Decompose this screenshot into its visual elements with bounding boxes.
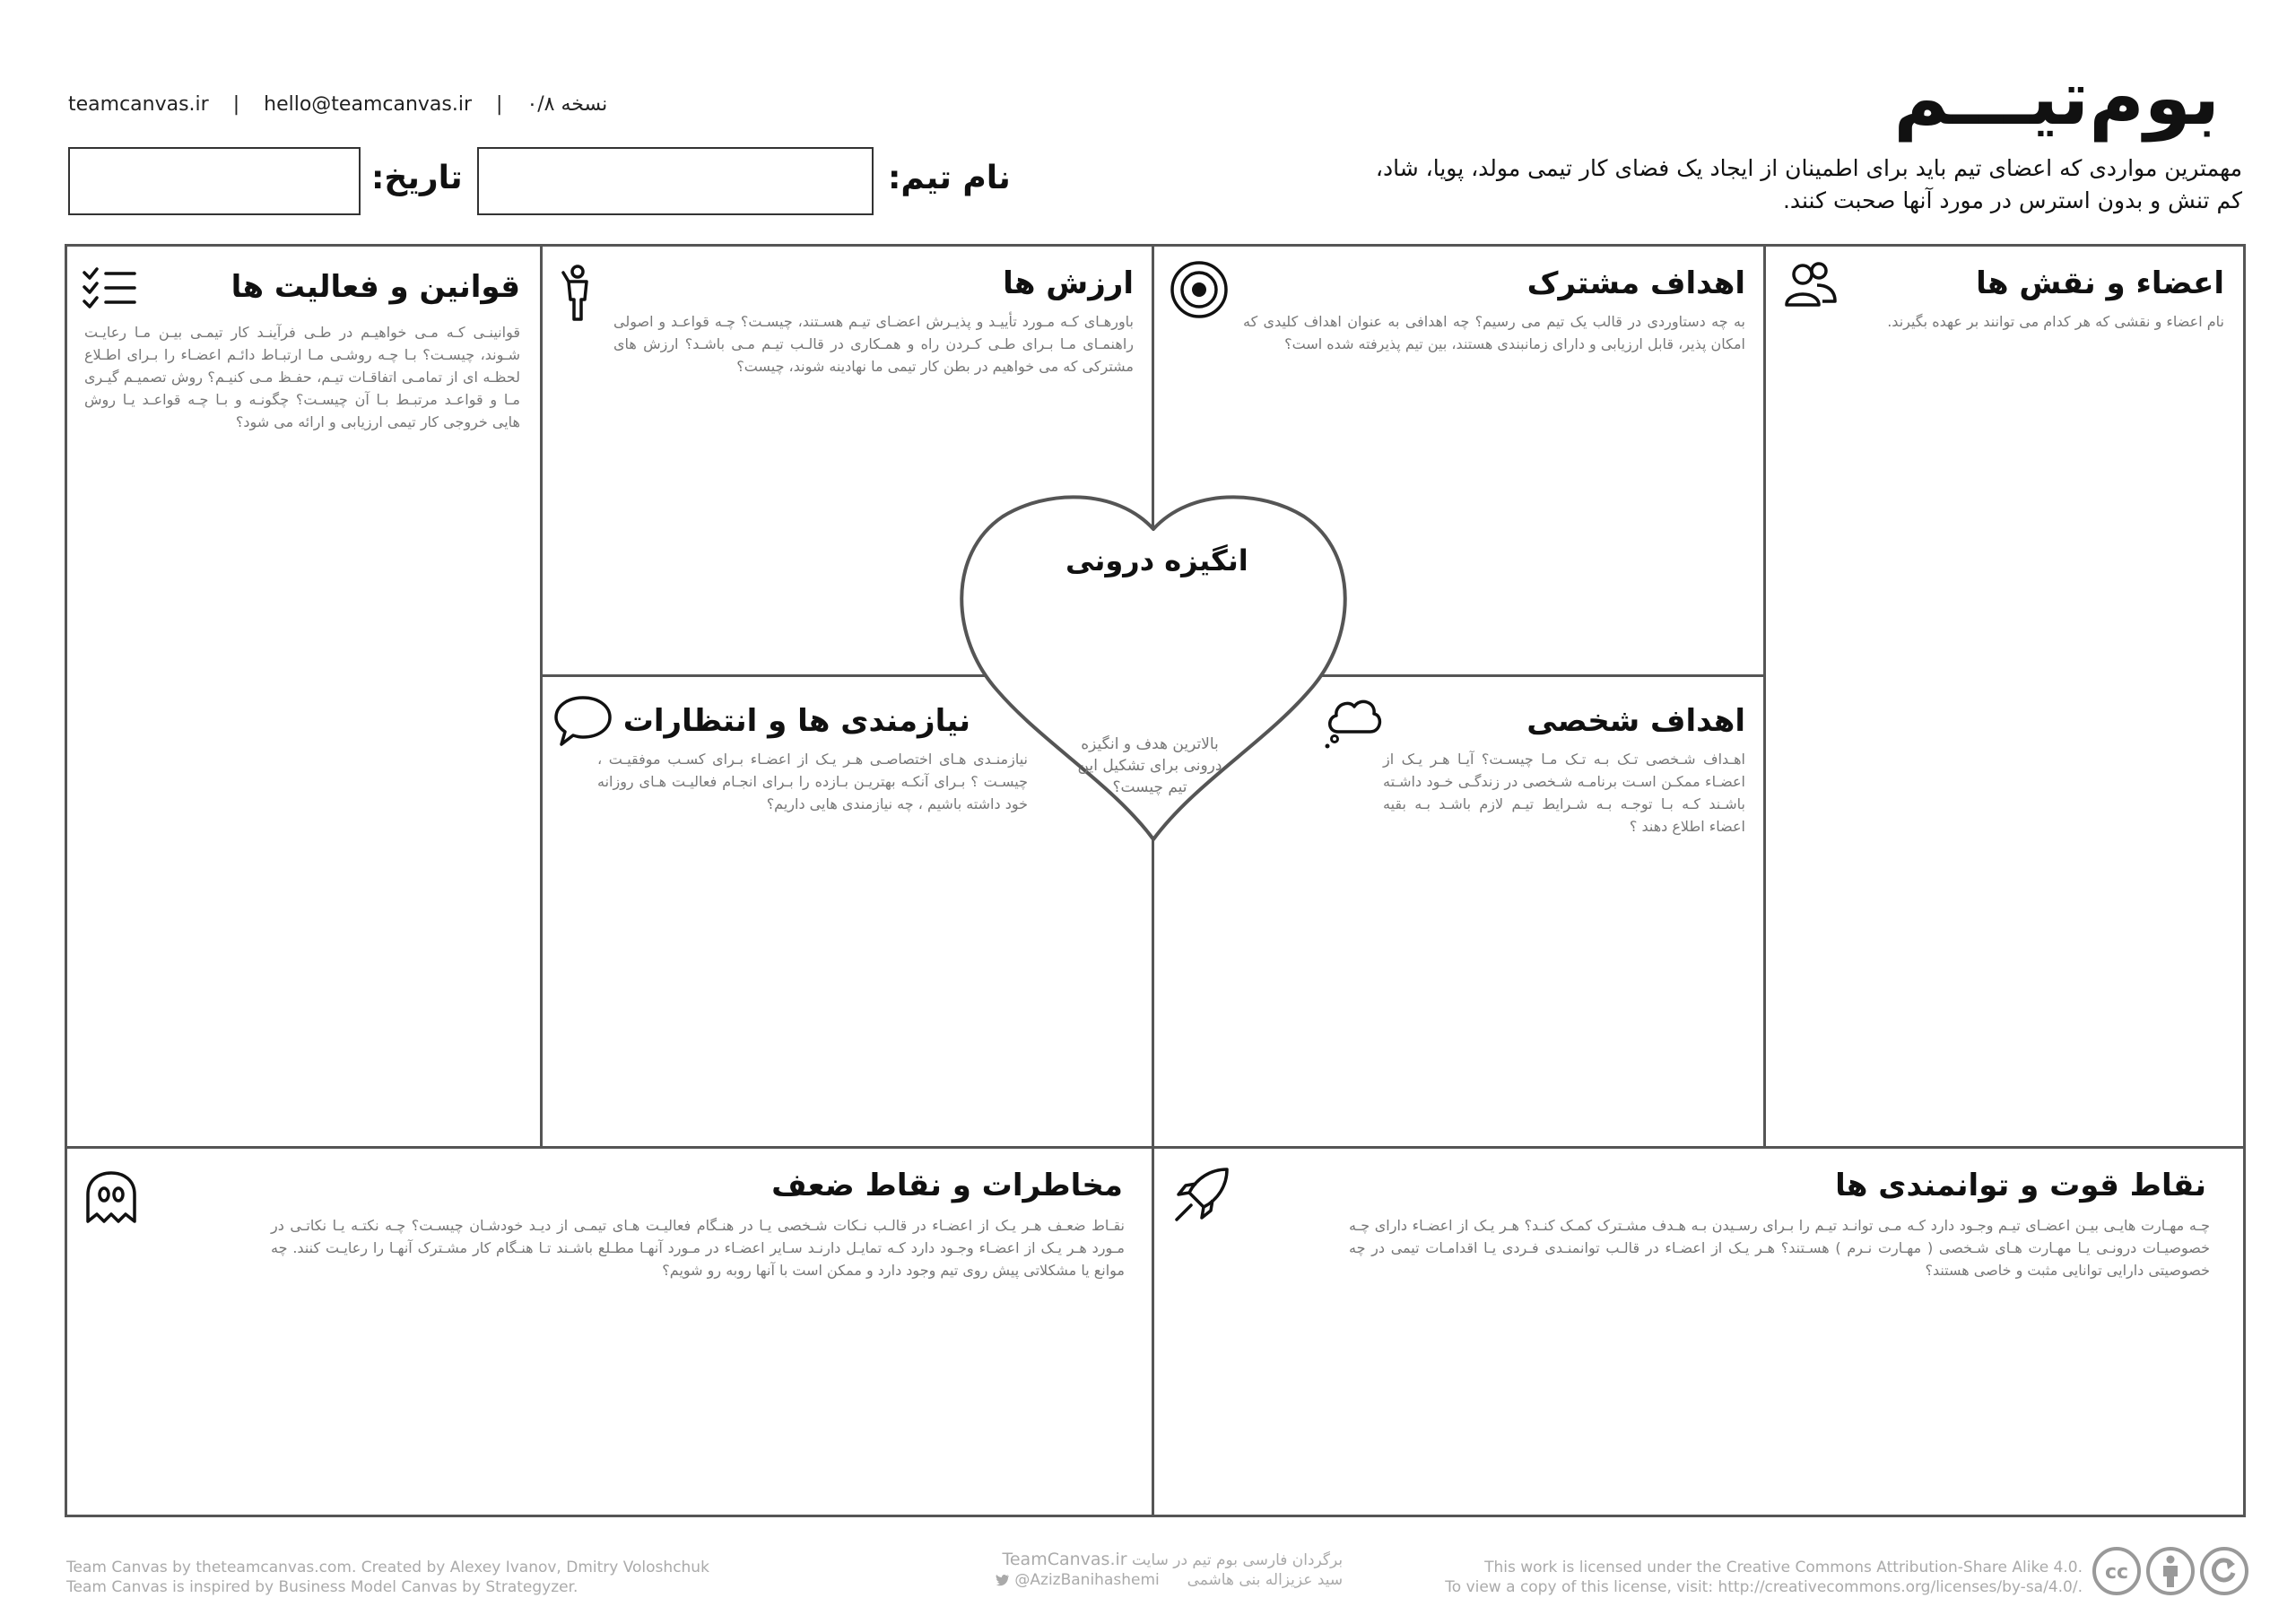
translator-handle[interactable]: @AzizBanihashemi: [1014, 1571, 1160, 1589]
rocket-icon: [1173, 1166, 1231, 1223]
grid-line: [540, 244, 543, 1148]
page-title: بوم‌تیـــم: [1893, 54, 2220, 142]
page-subtitle: [1238, 152, 2242, 217]
rules-title: قوانین و فعالیت ها: [230, 269, 520, 305]
subtitle-line-2: کم تنش و بدون استرس در مورد آنها صحبت کنند.: [1782, 187, 2242, 213]
grid-line: [65, 1146, 2246, 1149]
needs-title: نیازمندی ها و انتظارات: [622, 703, 970, 739]
team-name-field[interactable]: [477, 147, 874, 215]
twitter-icon: [996, 1574, 1010, 1586]
common-goals-title: اهداف مشترک: [1526, 265, 1745, 301]
strengths-title: نقاط قوت و توانمندی ها: [1835, 1168, 2206, 1203]
strengths-desc: چـه مهـارت هایـی بیـن اعضـای تیـم وجـود دارد کـه مـی توانـد تیـم را بـرای رسـیدن بـه هـدف مشـترک کمـک کنـد؟ هـر یـک از اعضـاء دارای چـه خصوصیـات درونـی یـا مهـارت هـای شـخصی ( مهـارت نـرم ) هسـتند؟ هـر یـک از اعضـاء در قالـب توانمنـدی فـردی یـا اقدامـات تیمی در چه خصوصیتی دارایی توانایی مثبت و خاصی هستند؟: [1349, 1217, 2210, 1279]
risks-desc: نقـاط ضعـف هـر یـک از اعضـاء در قالـب نـکات شـخصی یـا در هنـگام فعالیـت هـای تیمـی از دیـد خودشـان چیسـت؟ چـه نکتـه یـا نکاتـی در مـورد هـر یـک از اعضـاء وجـود دارد کـه تمایـل دارنـد سـایر اعضـاء در مـورد آنهـا مطـلع باشـند تـا هنـگام کار مشـترک آنهـا را رعایـت کنند. چه موانع یا مشکلاتی پیش روی تیم وجود دارد و ممکن است با آنها روبه رو شویم؟: [271, 1217, 1125, 1279]
speech-bubble-icon: [554, 694, 612, 748]
team-canvas-board: [65, 244, 2246, 1517]
footer-credit-line-1: Team Canvas by theteamcanvas.com. Created by Alexey Ivanov, Dmitry Voloshchuk: [66, 1559, 709, 1576]
personal-goals-title: اهداف شخصی: [1526, 703, 1745, 739]
grid-line: [1763, 244, 1766, 1148]
translation-site[interactable]: TeamCanvas.ir: [1002, 1550, 1127, 1569]
footer-license: [1445, 1558, 2083, 1597]
grid-line: [1152, 244, 1154, 1517]
separator: |: [232, 93, 240, 116]
risks-title: مخاطرات و نقاط ضعف: [771, 1168, 1123, 1203]
needs-desc: نیازمنـدی هـای اختصاصـی هـر یـک از اعضـاء بـرای کسـب موفقیـت ، چیسـت ؟ بـرای آنکـه بهتریـن بـازده را بـرای انجـام فعالیـت هـای روزانه خود داشته باشیم ، چه نیازمندی هایی داریم؟: [597, 751, 1028, 812]
personal-goals-desc: اهـداف شـخصی تـک بـه تـک مـا چیسـت؟ آیـا هـر یـک از اعضـاء ممکـن اسـت برنامـه شـخصی در زندگـی خـود داشـته باشـند کـه بـا توجـه بـه شـرایط تیـم لازم باشـد بـه بقیه اعضاء اطلاع دهند ؟: [1383, 751, 1745, 835]
date-field[interactable]: [68, 147, 361, 215]
motivation-title: انگیزه درونی: [1065, 543, 1248, 578]
attribution-icon: [2145, 1546, 2196, 1596]
translation-text: برگردان فارسی بوم تیم در سایت: [1131, 1551, 1344, 1569]
share-alike-icon: [2199, 1546, 2249, 1596]
footer-translation: [996, 1550, 1343, 1590]
subtitle-line-1: مهمترین مواردی که اعضای تیم باید برای اطمینان از ایجاد یک فضای کار تیمی مولد، پویا، شاد،: [1375, 155, 2242, 181]
motivation-desc: بالاترین هدف و انگیزه درونی برای تشکیل این تیم چیست؟: [1077, 735, 1222, 796]
rules-desc: قوانینـی کـه مـی خواهیـم در طـی فرآینـد کار تیمـی بیـن مـا رعایـت شـوند، چیسـت؟ بـا چـه روشـی مـا ارتبـاط دائـم اعضـاء را بـرای اطـلاع لحظـه ای از تمامـی اتفاقـات تیـم، حفـظ مـی کنیـم؟ روش تصمیـم گیـری مـا و قواعـد مرتبـط بـا آن چیسـت؟ چگونـه و بـا چـه قواعـد یـا روش هایی خروجی کار تیمی ارزیابی و ارائه می شود؟: [84, 324, 520, 430]
website-link[interactable]: teamcanvas.ir: [68, 93, 209, 116]
footer-credits: [66, 1558, 709, 1597]
people-icon: [1783, 260, 1837, 310]
email-link[interactable]: hello@teamcanvas.ir: [264, 93, 473, 116]
header-links: [68, 93, 607, 116]
footer-credit-line-2: Team Canvas is inspired by Business Model Canvas by Strategyzer.: [66, 1578, 578, 1596]
translator-name: سید عزیزاله بنی هاشمی: [1187, 1571, 1344, 1589]
members-desc: نام اعضاء و نقشی که هر کدام می توانند بر عهده بگیرند.: [1887, 313, 2224, 330]
date-label: تاریخ:: [371, 160, 463, 196]
svg-text:cc: cc: [2104, 1561, 2129, 1584]
license-line-1: This work is licensed under the Creative Commons Attribution-Share Alike 4.0.: [1484, 1559, 2083, 1576]
members-title: اعضاء و نقش ها: [1976, 265, 2224, 301]
common-goals-desc: به چه دستاوردی در قالب یک تیم می رسیم؟ چه اهدافی به عنوان اهداف کلیدی که امکان پذیر، قابل ارزیابی و دارای زمانبندی هستند، بین تیم پذیرفته شده است؟: [1243, 313, 1745, 352]
cc-icon: [2092, 1546, 2142, 1596]
license-line-2: To view a copy of this license, visit: http://creativecommons.org/licenses/by-sa/4.0/.: [1445, 1578, 2083, 1596]
checklist-icon: [83, 267, 136, 310]
person-icon: [561, 264, 594, 323]
ghost-icon: [84, 1169, 138, 1225]
version-label: نسخه ۰/۸: [526, 93, 608, 116]
values-desc: باورهـای کـه مـورد تأییـد و پذیـرش اعضـای تیـم هسـتند، چیسـت؟ چـه قواعـد و اصولی راهنمـای مـا بـرای طـی کـردن راه و همـکاری در قالـب تیـم مـی باشـد؟ ارزش های مشترکی که می خواهیم در بطن کار تیمی ما نهادینه شوند، چیست؟: [613, 313, 1134, 375]
values-title: ارزش ها: [1003, 265, 1134, 301]
team-name-label: نام تیم:: [888, 160, 1011, 196]
target-icon: [1170, 260, 1229, 319]
separator: |: [496, 93, 503, 116]
